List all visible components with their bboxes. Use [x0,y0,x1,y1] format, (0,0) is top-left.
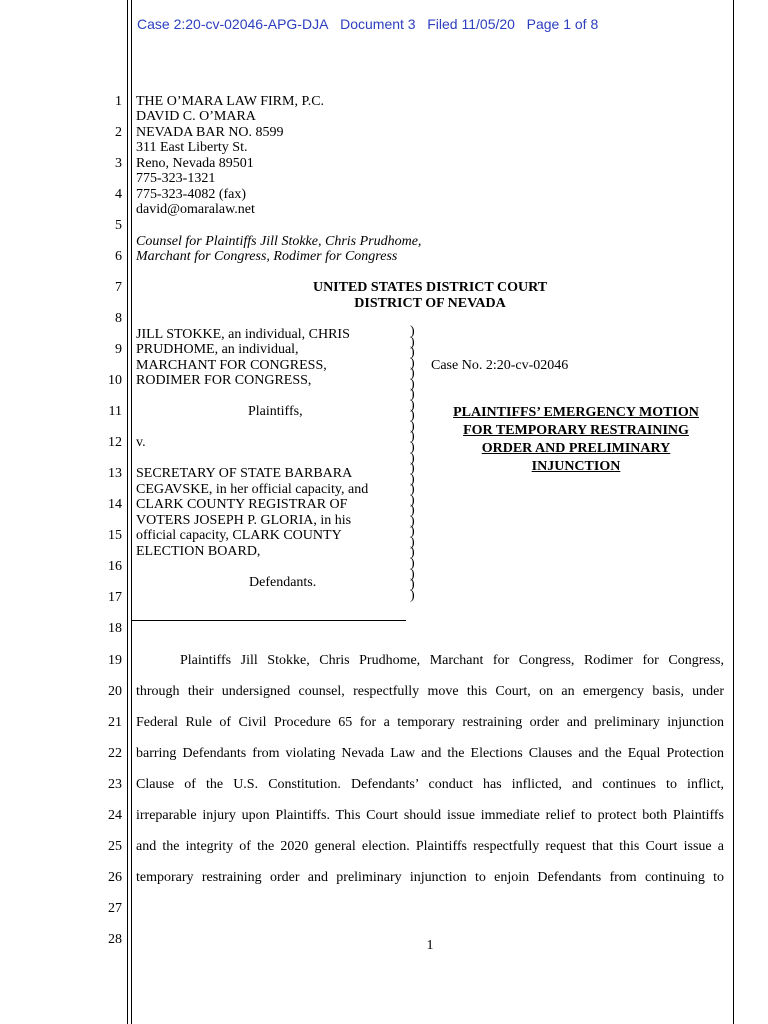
line-number: 6 [115,249,122,264]
line-number: 7 [115,280,122,295]
motion-title [436,404,716,476]
body-line: Clause of the U.S. Constitution. Defendants’ conduct has inflicted, and continues to inflict, [136,777,724,792]
motion-title-line: FOR TEMPORARY RESTRAINING [463,423,689,438]
line-number: 15 [108,528,122,543]
case-header [137,16,598,32]
line-number: 9 [115,342,122,357]
left-margin-rule [127,0,128,1024]
line-number: 19 [108,653,122,668]
case-number: Case No. 2:20-cv-02046 [431,358,569,373]
plaintiff-line: JILL STOKKE, an individual, CHRIS [136,327,350,342]
defendant-line: VOTERS JOSEPH P. GLORIA, in his [136,513,352,528]
motion-title-line: INJUNCTION [531,459,621,474]
body-line: through their undersigned counsel, respectfully move this Court, on an emergency basis, under [136,684,724,699]
email-address: david@omaralaw.net [136,202,255,217]
court-name: UNITED STATES DISTRICT COURT [312,280,548,295]
line-number: 2 [115,125,122,140]
caption-divider [132,620,406,621]
city-state: Reno, Nevada 89501 [136,156,254,171]
line-number: 14 [108,497,122,512]
body-line: temporary restraining order and preliminary injunction to enjoin Defendants from continuing to [136,870,724,885]
line-number: 12 [108,435,122,450]
line-number: 8 [115,311,122,326]
line-number: 18 [108,621,122,636]
caption-parentheses: ) ) ) ) ) ) ) ) ) ) ) ) ) ) ) ) ) ) ) ) ) ) ) ) ) ) [410,324,415,603]
document-number: Document 3 [340,16,416,32]
bar-number: NEVADA BAR NO. 8599 [136,125,284,140]
line-number: 16 [108,559,122,574]
line-number: 11 [108,404,122,419]
defendants-label: Defendants. [249,575,317,590]
filed-date: Filed 11/05/20 [427,16,515,32]
line-number: 1 [115,94,122,109]
line-number: 23 [108,777,122,792]
body-line: barring Defendants from violating Nevada Law and the Elections Clauses and the Equal Protection [136,746,724,761]
page-indicator: Page 1 of 8 [526,16,599,32]
counsel-for-line-1: Counsel for Plaintiffs Jill Stokke, Chris Prudhome, [136,234,422,249]
case-ref: Case 2:20-cv-02046-APG-DJA [137,16,329,32]
body-line: Plaintiffs Jill Stokke, Chris Prudhome, Marchant for Congress, Rodimer for Congress, [180,653,724,668]
firm-name: THE O’MARA LAW FIRM, P.C. [136,94,325,109]
defendant-line: official capacity, CLARK COUNTY [136,528,342,543]
defendant-line: ELECTION BOARD, [136,544,261,559]
defendant-line: SECRETARY OF STATE BARBARA [136,466,353,481]
plaintiff-line: MARCHANT FOR CONGRESS, [136,358,327,373]
fax-number: 775-323-4082 (fax) [136,187,247,202]
line-number: 20 [108,684,122,699]
defendant-line: CLARK COUNTY REGISTRAR OF [136,497,348,512]
defendant-line: CEGAVSKE, in her official capacity, and [136,482,369,497]
street-address: 311 East Liberty St. [136,140,248,155]
line-number: 4 [115,187,122,202]
page-number: 1 [426,938,434,953]
court-title [300,280,560,312]
line-number: 3 [115,156,122,171]
line-number: 26 [108,870,122,885]
plaintiff-line: RODIMER FOR CONGRESS, [136,373,312,388]
line-number: 25 [108,839,122,854]
line-number: 10 [108,373,122,388]
line-number: 28 [108,932,122,947]
plaintiffs-label: Plaintiffs, [248,404,303,419]
line-number: 17 [108,590,122,605]
line-number: 22 [108,746,122,761]
versus: v. [136,435,146,450]
body-line: irreparable injury upon Plaintiffs. This Court should issue immediate relief to protect both Plaintiffs [136,808,724,823]
line-number: 5 [115,218,122,233]
line-number: 21 [108,715,122,730]
line-number: 24 [108,808,122,823]
right-margin-rule [733,0,734,1024]
line-number: 27 [108,901,122,916]
phone-number: 775-323-1321 [136,171,216,186]
court-district: DISTRICT OF NEVADA [354,296,506,311]
plaintiff-line: PRUDHOME, an individual, [136,342,299,357]
left-margin-rule-inner [131,0,132,1024]
counsel-for-line-2: Marchant for Congress, Rodimer for Congress [136,249,398,264]
line-number: 13 [108,466,122,481]
attorney-name: DAVID C. O’MARA [136,109,256,124]
motion-title-line: ORDER AND PRELIMINARY [481,441,671,456]
motion-title-line: PLAINTIFFS’ EMERGENCY MOTION [453,405,699,420]
body-line: Federal Rule of Civil Procedure 65 for a temporary restraining order and preliminary injunction [136,715,724,730]
body-line: and the integrity of the 2020 general election. Plaintiffs respectfully request that this Court issue a [136,839,724,854]
